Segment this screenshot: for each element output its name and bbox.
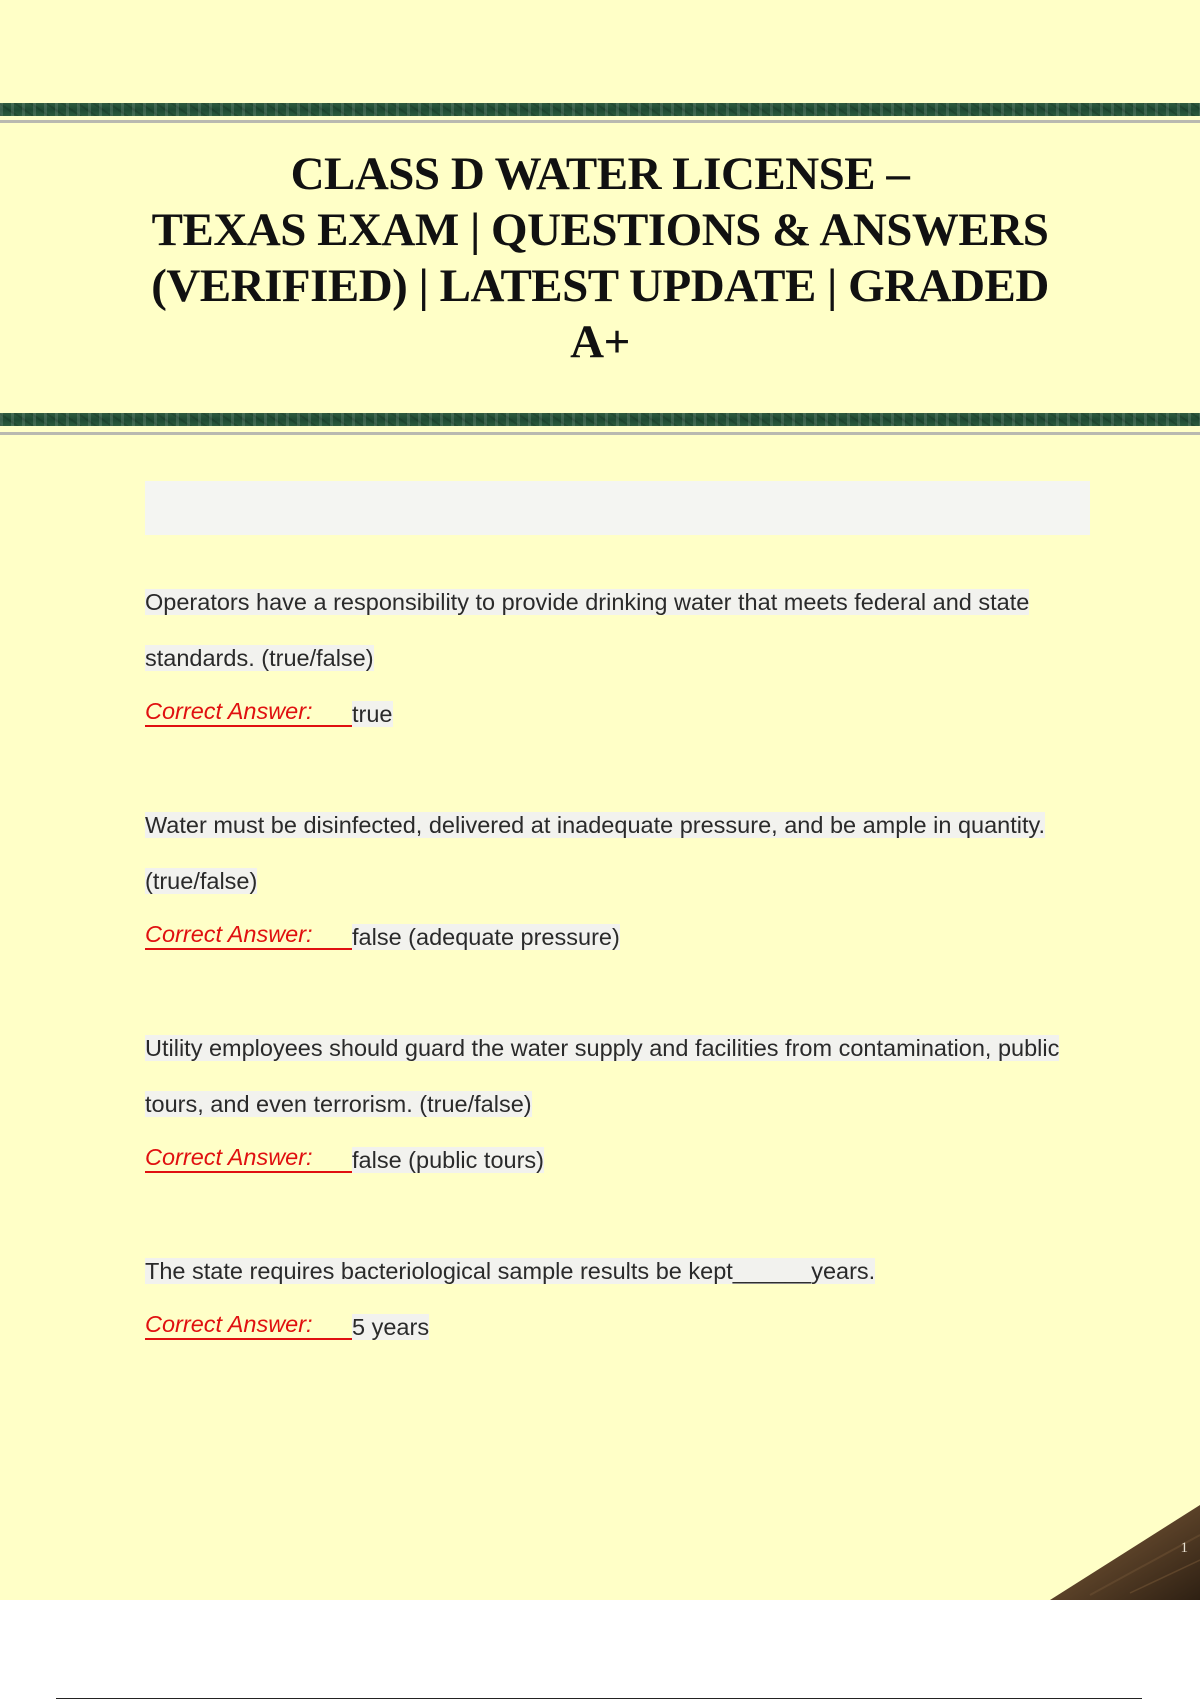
answer-text: 5 years (352, 1314, 430, 1340)
title-line: (VERIFIED) | LATEST UPDATE | GRADED (151, 260, 1049, 312)
qa-item (145, 585, 1105, 731)
document-title (120, 146, 1080, 370)
divider-bottom (0, 432, 1200, 435)
answer-text: false (public tours) (352, 1147, 544, 1173)
title-line: A+ (570, 316, 630, 368)
answer-line (145, 697, 1105, 731)
question-line: The state requires bacteriological sample results be kept______years. (145, 1258, 876, 1284)
answer-line (145, 1310, 1105, 1344)
title-line: TEXAS EXAM | QUESTIONS & ANSWERS (151, 204, 1049, 256)
question-line: (true/false) (145, 868, 258, 894)
qa-item (145, 1254, 1105, 1344)
decorative-band-top (0, 103, 1200, 116)
page-corner-decoration (1050, 1505, 1200, 1600)
question-line: Utility employees should guard the water supply and facilities from contamination, public (145, 1035, 1060, 1061)
blank-placeholder-box (145, 481, 1090, 535)
title-line: CLASS D WATER LICENSE – (290, 148, 910, 200)
page-number: 1 (1180, 1540, 1188, 1556)
footer-rule (56, 1698, 1142, 1699)
answer-label: Correct Answer: (145, 697, 352, 727)
divider-top (0, 120, 1200, 123)
answer-label: Correct Answer: (145, 1143, 352, 1173)
question-line: Operators have a responsibility to provide drinking water that meets federal and state (145, 589, 1030, 615)
qa-item (145, 808, 1105, 954)
answer-text: true (352, 701, 393, 727)
decorative-band-bottom (0, 413, 1200, 426)
answer-label: Correct Answer: (145, 1310, 352, 1340)
answer-line (145, 920, 1105, 954)
answer-label: Correct Answer: (145, 920, 352, 950)
answer-text: false (adequate pressure) (352, 924, 620, 950)
answer-line (145, 1143, 1105, 1177)
question-line: Water must be disinfected, delivered at inadequate pressure, and be ample in quantity. (145, 812, 1046, 838)
question-line: standards. (true/false) (145, 645, 374, 671)
question-line: tours, and even terrorism. (true/false) (145, 1091, 532, 1117)
qa-item (145, 1031, 1105, 1177)
